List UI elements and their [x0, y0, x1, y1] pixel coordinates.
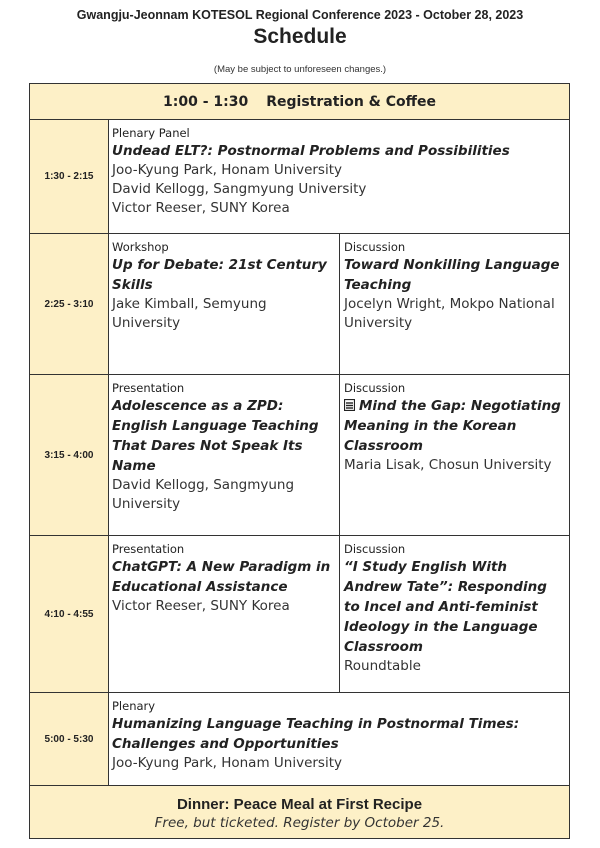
session-title-line	[344, 396, 565, 416]
session-title-line: to Incel and Anti-feminist	[344, 599, 538, 615]
session-title-text: Mind the Gap: Negotiating	[359, 398, 561, 414]
session-title-line: Teaching	[344, 277, 412, 293]
session-title-line: Humanizing Language Teaching in Postnormal Times:	[112, 716, 520, 732]
schedule-note: (May be subject to unforeseen changes.)	[213, 64, 387, 75]
session-title-line: Skills	[112, 277, 153, 293]
session-cell	[340, 234, 569, 374]
presenter: Victor Reeser, SUNY Korea	[112, 200, 290, 216]
session-type: Plenary Panel	[112, 126, 190, 140]
presenter: David Kellogg, Sangmyung University	[112, 181, 367, 197]
page-title: Schedule	[253, 25, 347, 48]
schedule-row	[30, 234, 569, 375]
presenter-line: Victor Reeser, SUNY Korea	[112, 598, 290, 614]
session-type: Presentation	[112, 542, 185, 556]
session-type: Discussion	[344, 381, 406, 395]
presenter-line: Jake Kimball, Semyung	[112, 296, 267, 312]
registration-row	[30, 84, 569, 120]
registration-label: Registration & Coffee	[266, 93, 436, 110]
schedule-row	[30, 693, 569, 786]
schedule-row	[30, 120, 569, 234]
presenter-line: Jocelyn Wright, Mokpo National	[344, 296, 555, 312]
session-title-line: Educational Assistance	[112, 579, 288, 595]
session-type: Discussion	[344, 240, 406, 254]
time-slot: 4:10 - 4:55	[30, 536, 109, 692]
time-slot: 3:15 - 4:00	[30, 375, 109, 535]
session-title-line: Andrew Tate”: Responding	[344, 579, 547, 595]
dinner-title: Dinner: Peace Meal at First Recipe	[176, 796, 423, 813]
session-title-line: Classroom	[344, 639, 423, 655]
session-type: Workshop	[112, 240, 169, 254]
presenter-line: Joo-Kyung Park, Honam University	[112, 755, 342, 771]
registration-time: 1:00 - 1:30	[163, 93, 249, 110]
presenter-line: David Kellogg, Sangmyung	[112, 477, 295, 493]
session-title: Undead ELT?: Postnormal Problems and Possibilities	[112, 143, 510, 159]
schedule-table	[29, 83, 570, 839]
session-title-line: Meaning in the Korean	[344, 418, 517, 434]
document-icon	[344, 399, 355, 411]
session-title-line: Challenges and Opportunities	[112, 736, 339, 752]
presenter-line: University	[112, 315, 181, 331]
session-cell	[108, 693, 569, 785]
session-title-line: That Dares Not Speak Its	[112, 438, 303, 454]
presenter-line: University	[344, 315, 413, 331]
session-title-line: Classroom	[344, 438, 423, 454]
session-title-line: “I Study English With	[344, 559, 508, 575]
presenter-line: Roundtable	[344, 658, 421, 674]
session-title-line: ChatGPT: A New Paradigm in	[112, 559, 331, 575]
session-title-line: Toward Nonkilling Language	[344, 257, 560, 273]
conference-heading: Gwangju-Jeonnam KOTESOL Regional Conference 2023 - October 28, 2023	[76, 8, 524, 22]
session-type: Presentation	[112, 381, 185, 395]
session-title-line: Up for Debate: 21st Century	[112, 257, 327, 273]
session-type: Discussion	[344, 542, 406, 556]
schedule-row	[30, 375, 569, 536]
dinner-subtitle: Free, but ticketed. Register by October 25.	[154, 815, 445, 831]
session-cell	[340, 536, 569, 692]
session-cell	[108, 120, 569, 233]
time-slot: 1:30 - 2:15	[30, 120, 109, 233]
schedule-row	[30, 536, 569, 693]
session-title-line: Name	[112, 458, 156, 474]
presenter-line: University	[112, 496, 181, 512]
time-slot: 5:00 - 5:30	[30, 693, 109, 785]
session-title-line: English Language Teaching	[112, 418, 319, 434]
dinner-row	[30, 786, 569, 838]
session-cell	[108, 536, 340, 692]
presenter: Joo-Kyung Park, Honam University	[112, 162, 342, 178]
session-cell	[108, 375, 340, 535]
time-slot: 2:25 - 3:10	[30, 234, 109, 374]
session-cell	[340, 375, 569, 535]
session-title-line: Adolescence as a ZPD:	[112, 398, 284, 414]
presenter-line: Maria Lisak, Chosun University	[344, 457, 552, 473]
session-title-line: Ideology in the Language	[344, 619, 538, 635]
session-cell	[108, 234, 340, 374]
session-type: Plenary	[112, 699, 156, 713]
